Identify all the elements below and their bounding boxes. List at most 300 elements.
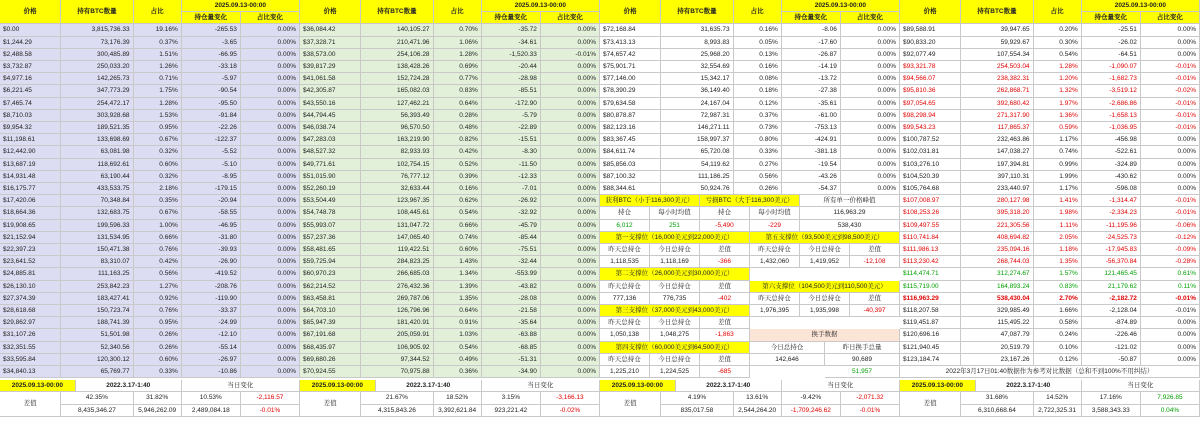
- yesterday-label[interactable]: 昨天总持仓: [600, 281, 650, 293]
- data-cell[interactable]: 0.00%: [241, 329, 300, 341]
- data-cell[interactable]: 0.83%: [434, 85, 482, 97]
- data-cell[interactable]: 32,633.44: [361, 183, 433, 195]
- data-cell[interactable]: -0.01%: [1141, 305, 1200, 317]
- data-cell[interactable]: 347,773.29: [61, 85, 133, 97]
- data-cell[interactable]: -0.01%: [541, 49, 600, 61]
- data-cell[interactable]: 31,635.73: [661, 24, 733, 36]
- data-cell[interactable]: $73,413.13: [600, 37, 661, 49]
- data-cell[interactable]: 158,997.37: [661, 134, 733, 146]
- data-cell[interactable]: $51,015.90: [300, 171, 361, 183]
- header-holding-change[interactable]: 持仓量变化: [482, 12, 541, 24]
- data-cell[interactable]: 0.00%: [241, 61, 300, 73]
- data-cell[interactable]: $70,924.55: [300, 366, 361, 378]
- summary-r1[interactable]: 42.35%: [61, 392, 133, 404]
- data-cell[interactable]: $108,253.26: [900, 207, 961, 219]
- data-cell[interactable]: 0.42%: [434, 146, 482, 158]
- data-cell[interactable]: 0.62%: [434, 195, 482, 207]
- data-cell[interactable]: 0.00%: [241, 134, 300, 146]
- summary-label[interactable]: 差值: [300, 392, 361, 416]
- data-cell[interactable]: -15.51: [482, 134, 541, 146]
- data-cell[interactable]: 2.18%: [134, 183, 182, 195]
- data-cell[interactable]: 233,440.97: [961, 183, 1033, 195]
- data-cell[interactable]: -17.60: [782, 37, 841, 49]
- header-holding[interactable]: 持有BTC数量: [361, 0, 433, 24]
- diff-value[interactable]: -40,397: [850, 305, 900, 317]
- data-cell[interactable]: -1,090.07: [1082, 61, 1141, 73]
- data-cell[interactable]: 163,219.90: [361, 134, 433, 146]
- data-cell[interactable]: 0.54%: [1034, 49, 1082, 61]
- summary-r1[interactable]: 7,926.85: [1141, 392, 1200, 404]
- data-cell[interactable]: 0.00%: [541, 146, 600, 158]
- data-cell[interactable]: $41,061.58: [300, 73, 361, 85]
- data-cell[interactable]: 0.00%: [241, 24, 300, 36]
- data-cell[interactable]: 0.00%: [541, 317, 600, 329]
- data-cell[interactable]: 0.69%: [434, 61, 482, 73]
- data-cell[interactable]: -45.79: [482, 220, 541, 232]
- data-cell[interactable]: -19.54: [782, 159, 841, 171]
- data-cell[interactable]: $72,168.84: [600, 24, 661, 36]
- data-cell[interactable]: -596.08: [1082, 183, 1141, 195]
- trapped-hold[interactable]: -5,490: [700, 220, 750, 232]
- data-cell[interactable]: 1.11%: [1034, 220, 1082, 232]
- data-cell[interactable]: 120,300.12: [61, 354, 133, 366]
- data-cell[interactable]: $123,184.74: [900, 354, 961, 366]
- data-cell[interactable]: 1.28%: [134, 98, 182, 110]
- data-cell[interactable]: 126,796.96: [361, 305, 433, 317]
- data-cell[interactable]: 0.00%: [1141, 329, 1200, 341]
- data-cell[interactable]: 131,047.72: [361, 220, 433, 232]
- data-cell[interactable]: -17,945.83: [1082, 244, 1141, 256]
- diff-label[interactable]: 差值: [700, 317, 750, 329]
- data-cell[interactable]: -90.54: [182, 85, 241, 97]
- summary-label[interactable]: 差值: [600, 392, 661, 416]
- summary-today[interactable]: 当日变化: [1082, 380, 1200, 392]
- data-cell[interactable]: $11,198.61: [0, 134, 61, 146]
- data-cell[interactable]: -0.01%: [1141, 61, 1200, 73]
- summary-r1[interactable]: -2,071.32: [841, 392, 900, 404]
- data-cell[interactable]: 0.00%: [1141, 354, 1200, 366]
- summary-r1[interactable]: -2,116.57: [241, 392, 300, 404]
- data-cell[interactable]: 0.74%: [434, 232, 482, 244]
- data-cell[interactable]: $31,107.26: [0, 329, 61, 341]
- data-cell[interactable]: $6,221.45: [0, 85, 61, 97]
- summary-r1[interactable]: 31.82%: [134, 392, 182, 404]
- yesterday-value[interactable]: 1,225,210: [600, 366, 650, 378]
- data-cell[interactable]: $113,230.42: [900, 256, 961, 268]
- data-cell[interactable]: $2,488.58: [0, 49, 61, 61]
- data-cell[interactable]: -24,525.73: [1082, 232, 1141, 244]
- data-cell[interactable]: 0.00%: [1141, 171, 1200, 183]
- summary-date[interactable]: 2025.09.13-00:00: [0, 380, 76, 392]
- data-cell[interactable]: -22.26: [182, 122, 241, 134]
- data-cell[interactable]: $12,442.90: [0, 146, 61, 158]
- data-cell[interactable]: 0.00%: [541, 329, 600, 341]
- summary-r1[interactable]: 17.16%: [1082, 392, 1141, 404]
- diff-value[interactable]: -366: [700, 256, 750, 268]
- data-cell[interactable]: 0.00%: [841, 183, 900, 195]
- data-cell[interactable]: -56,370.84: [1082, 256, 1141, 268]
- data-cell[interactable]: $103,276.10: [900, 159, 961, 171]
- data-cell[interactable]: 0.00%: [841, 37, 900, 49]
- data-cell[interactable]: 8,993.83: [661, 37, 733, 49]
- data-cell[interactable]: -2,128.04: [1082, 305, 1141, 317]
- data-cell[interactable]: 0.77%: [434, 73, 482, 85]
- data-cell[interactable]: $14,931.48: [0, 171, 61, 183]
- data-cell[interactable]: 0.00%: [241, 342, 300, 354]
- data-cell[interactable]: 0.80%: [734, 134, 782, 146]
- summary-r1[interactable]: 18.52%: [434, 392, 482, 404]
- summary-r2[interactable]: 923,221.42: [482, 405, 541, 417]
- turnover-yest[interactable]: 90,689: [825, 354, 900, 366]
- data-cell[interactable]: 1.41%: [1034, 195, 1082, 207]
- note[interactable]: 2022年3月17日01:40数据作为参考对比数据（总和不到100%不用纠结）: [900, 366, 1200, 378]
- today-value[interactable]: 1,048,275: [650, 329, 700, 341]
- data-cell[interactable]: $116,963.29: [900, 293, 961, 305]
- data-cell[interactable]: 0.00%: [541, 61, 600, 73]
- data-cell[interactable]: $94,566.07: [900, 73, 961, 85]
- data-cell[interactable]: 107,554.34: [961, 49, 1033, 61]
- turnover-diff[interactable]: 51,957: [825, 366, 900, 378]
- data-cell[interactable]: 70,348.84: [61, 195, 133, 207]
- data-cell[interactable]: -122.37: [182, 134, 241, 146]
- data-cell[interactable]: $54,748.78: [300, 207, 361, 219]
- data-cell[interactable]: 253,842.23: [61, 281, 133, 293]
- data-cell[interactable]: 152,724.28: [361, 73, 433, 85]
- diff-value[interactable]: -402: [700, 293, 750, 305]
- data-cell[interactable]: 1.39%: [434, 281, 482, 293]
- data-cell[interactable]: 127,462.21: [361, 98, 433, 110]
- all-high-value[interactable]: 116,963.29: [800, 207, 900, 219]
- data-cell[interactable]: $68,435.97: [300, 342, 361, 354]
- data-cell[interactable]: $90,833.20: [900, 37, 961, 49]
- data-cell[interactable]: 2.70%: [1034, 293, 1082, 305]
- header-date[interactable]: 2025.09.13-00:00: [1082, 0, 1200, 12]
- summary-today[interactable]: 当日变化: [182, 380, 300, 392]
- data-cell[interactable]: 123,967.35: [361, 195, 433, 207]
- support-title[interactable]: 第二支撑位（26,000美元到30,000美元）: [600, 268, 750, 280]
- data-cell[interactable]: $22,397.23: [0, 244, 61, 256]
- data-cell[interactable]: 115,495.22: [961, 317, 1033, 329]
- data-cell[interactable]: -419.52: [182, 268, 241, 280]
- data-cell[interactable]: $28,618.68: [0, 305, 61, 317]
- data-cell[interactable]: -3,519.12: [1082, 85, 1141, 97]
- profit-hour[interactable]: 251: [650, 220, 700, 232]
- today-label[interactable]: 今日总持仓: [650, 281, 700, 293]
- data-cell[interactable]: 0.00%: [241, 207, 300, 219]
- data-cell[interactable]: 76,777.12: [361, 171, 433, 183]
- header-ratio-change[interactable]: 占比变化: [1141, 12, 1200, 24]
- data-cell[interactable]: -0.09%: [1141, 244, 1200, 256]
- data-cell[interactable]: 73,176.39: [61, 37, 133, 49]
- summary-today[interactable]: 当日变化: [782, 380, 900, 392]
- data-cell[interactable]: 54,119.62: [661, 159, 733, 171]
- data-cell[interactable]: 254,503.04: [961, 61, 1033, 73]
- data-cell[interactable]: $88,344.61: [600, 183, 661, 195]
- data-cell[interactable]: 0.95%: [134, 317, 182, 329]
- trapped-label[interactable]: 亏损BTC（大于116,300美元）: [700, 195, 800, 207]
- data-cell[interactable]: -28.98: [482, 73, 541, 85]
- data-cell[interactable]: 70,975.88: [361, 366, 433, 378]
- data-cell[interactable]: 0.00%: [1141, 49, 1200, 61]
- data-cell[interactable]: 0.00%: [841, 146, 900, 158]
- diff-value[interactable]: -685: [700, 366, 750, 378]
- data-cell[interactable]: 0.00%: [841, 85, 900, 97]
- data-cell[interactable]: -0.01%: [1141, 122, 1200, 134]
- data-cell[interactable]: 1.32%: [1034, 85, 1082, 97]
- data-cell[interactable]: 1.06%: [434, 37, 482, 49]
- data-cell[interactable]: 0.00%: [241, 98, 300, 110]
- data-cell[interactable]: $57,237.36: [300, 232, 361, 244]
- data-cell[interactable]: 133,698.69: [61, 134, 133, 146]
- data-cell[interactable]: 0.11%: [1141, 281, 1200, 293]
- data-cell[interactable]: 1.17%: [1034, 134, 1082, 146]
- data-cell[interactable]: 0.00%: [241, 183, 300, 195]
- data-cell[interactable]: 235,094.16: [961, 244, 1033, 256]
- yest-turnover-label[interactable]: 昨日换手总量: [825, 342, 900, 354]
- data-cell[interactable]: 1.98%: [1034, 207, 1082, 219]
- data-cell[interactable]: 1.17%: [1034, 183, 1082, 195]
- diff-value[interactable]: -1,863: [700, 329, 750, 341]
- data-cell[interactable]: -2,686.86: [1082, 98, 1141, 110]
- data-cell[interactable]: -5.52: [182, 146, 241, 158]
- data-cell[interactable]: $64,703.10: [300, 305, 361, 317]
- data-cell[interactable]: -1,658.13: [1082, 110, 1141, 122]
- data-cell[interactable]: 51,501.98: [61, 329, 133, 341]
- data-cell[interactable]: $29,862.97: [0, 317, 61, 329]
- data-cell[interactable]: -265.53: [182, 24, 241, 36]
- data-cell[interactable]: $1,244.29: [0, 37, 61, 49]
- hold-label[interactable]: 持仓: [600, 207, 650, 219]
- data-cell[interactable]: 0.00%: [241, 146, 300, 158]
- data-cell[interactable]: $21,152.94: [0, 232, 61, 244]
- turnover-today[interactable]: 142,646: [750, 354, 825, 366]
- data-cell[interactable]: 1.03%: [434, 329, 482, 341]
- data-cell[interactable]: 150,471.38: [61, 244, 133, 256]
- data-cell[interactable]: 0.00%: [541, 354, 600, 366]
- data-cell[interactable]: $93,321.78: [900, 61, 961, 73]
- data-cell[interactable]: 0.48%: [434, 122, 482, 134]
- data-cell[interactable]: $58,481.65: [300, 244, 361, 256]
- data-cell[interactable]: 0.64%: [434, 98, 482, 110]
- data-cell[interactable]: $92,077.49: [900, 49, 961, 61]
- data-cell[interactable]: -208.76: [182, 281, 241, 293]
- data-cell[interactable]: 2.05%: [1034, 232, 1082, 244]
- data-cell[interactable]: $3,732.87: [0, 61, 61, 73]
- data-cell[interactable]: 0.00%: [541, 134, 600, 146]
- summary-r1[interactable]: 14.52%: [1034, 392, 1082, 404]
- data-cell[interactable]: -179.15: [182, 183, 241, 195]
- data-cell[interactable]: -0.01%: [1141, 195, 1200, 207]
- summary-label[interactable]: 差值: [900, 392, 961, 416]
- summary-r2[interactable]: -1,709,246.62: [782, 405, 841, 417]
- data-cell[interactable]: 0.00%: [541, 305, 600, 317]
- data-cell[interactable]: 0.67%: [134, 134, 182, 146]
- data-cell[interactable]: 0.26%: [134, 329, 182, 341]
- data-cell[interactable]: 0.56%: [734, 171, 782, 183]
- profit-label[interactable]: 获利BTC（小于116,300美元）: [600, 195, 700, 207]
- data-cell[interactable]: $102,031.81: [900, 146, 961, 158]
- data-cell[interactable]: $13,687.19: [0, 159, 61, 171]
- data-cell[interactable]: $82,123.16: [600, 122, 661, 134]
- data-cell[interactable]: $19,908.65: [0, 220, 61, 232]
- yesterday-value[interactable]: 777,136: [600, 293, 650, 305]
- data-cell[interactable]: 0.35%: [134, 195, 182, 207]
- data-cell[interactable]: 0.76%: [134, 244, 182, 256]
- today-total-label[interactable]: 今日总持仓: [750, 342, 825, 354]
- data-cell[interactable]: -95.50: [182, 98, 241, 110]
- data-cell[interactable]: $109,497.55: [900, 220, 961, 232]
- data-cell[interactable]: 0.00%: [541, 85, 600, 97]
- summary-since[interactable]: 2022.3.17-1:40: [676, 380, 782, 392]
- summary-r2[interactable]: 2,722,325.31: [1034, 405, 1082, 417]
- data-cell[interactable]: 1.51%: [134, 49, 182, 61]
- summary-r1[interactable]: 13.61%: [734, 392, 782, 404]
- data-cell[interactable]: $87,100.32: [600, 171, 661, 183]
- data-cell[interactable]: 276,432.36: [361, 281, 433, 293]
- data-cell[interactable]: $44,794.45: [300, 110, 361, 122]
- data-cell[interactable]: 0.26%: [734, 183, 782, 195]
- data-cell[interactable]: -5.10: [182, 159, 241, 171]
- data-cell[interactable]: -226.46: [1082, 329, 1141, 341]
- data-cell[interactable]: $60,970.23: [300, 268, 361, 280]
- data-cell[interactable]: 254,106.28: [361, 49, 433, 61]
- today-label[interactable]: 今日总持仓: [650, 354, 700, 366]
- profit-hold[interactable]: 6,012: [600, 220, 650, 232]
- data-cell[interactable]: 280,127.98: [961, 195, 1033, 207]
- data-cell[interactable]: -0.01%: [1141, 293, 1200, 305]
- data-cell[interactable]: -0.01%: [1141, 73, 1200, 85]
- summary-r2[interactable]: 4,315,843.26: [361, 405, 433, 417]
- data-cell[interactable]: 0.00%: [1141, 183, 1200, 195]
- data-cell[interactable]: 1.57%: [1034, 268, 1082, 280]
- header-date[interactable]: 2025.09.13-00:00: [482, 0, 600, 12]
- today-value[interactable]: 1,224,525: [650, 366, 700, 378]
- data-cell[interactable]: -34.61: [482, 37, 541, 49]
- summary-today[interactable]: 当日变化: [482, 380, 600, 392]
- summary-r2[interactable]: -0.01%: [241, 405, 300, 417]
- data-cell[interactable]: $4,977.16: [0, 73, 61, 85]
- data-cell[interactable]: $78,390.29: [600, 85, 661, 97]
- yesterday-label[interactable]: 昨天总持仓: [600, 244, 650, 256]
- data-cell[interactable]: 0.37%: [734, 110, 782, 122]
- data-cell[interactable]: 329,985.49: [961, 305, 1033, 317]
- data-cell[interactable]: 0.00%: [541, 110, 600, 122]
- data-cell[interactable]: 19.16%: [134, 24, 182, 36]
- data-cell[interactable]: 0.66%: [134, 232, 182, 244]
- yesterday-label[interactable]: 昨天总持仓: [750, 244, 800, 256]
- data-cell[interactable]: 20,519.79: [961, 342, 1033, 354]
- data-cell[interactable]: $59,725.94: [300, 256, 361, 268]
- data-cell[interactable]: 1.28%: [1034, 61, 1082, 73]
- data-cell[interactable]: $39,817.29: [300, 61, 361, 73]
- data-cell[interactable]: -1,314.47: [1082, 195, 1141, 207]
- data-cell[interactable]: 1.66%: [1034, 305, 1082, 317]
- data-cell[interactable]: -43.82: [482, 281, 541, 293]
- data-cell[interactable]: 0.00%: [541, 256, 600, 268]
- data-cell[interactable]: -54.37: [782, 183, 841, 195]
- data-cell[interactable]: $52,260.19: [300, 183, 361, 195]
- data-cell[interactable]: 0.00%: [541, 244, 600, 256]
- today-label[interactable]: 今日总持仓: [800, 293, 850, 305]
- data-cell[interactable]: -381.18: [782, 146, 841, 158]
- data-cell[interactable]: $26,130.10: [0, 281, 61, 293]
- data-cell[interactable]: 0.00%: [541, 171, 600, 183]
- data-cell[interactable]: 47,087.79: [961, 329, 1033, 341]
- data-cell[interactable]: 0.00%: [1141, 24, 1200, 36]
- data-cell[interactable]: 0.30%: [1034, 37, 1082, 49]
- data-cell[interactable]: -26.90: [182, 256, 241, 268]
- data-cell[interactable]: 0.00%: [241, 73, 300, 85]
- data-cell[interactable]: 0.00%: [541, 293, 600, 305]
- data-cell[interactable]: $36,084.42: [300, 24, 361, 36]
- data-cell[interactable]: 181,420.91: [361, 317, 433, 329]
- data-cell[interactable]: $16,175.77: [0, 183, 61, 195]
- data-cell[interactable]: $69,680.26: [300, 354, 361, 366]
- header-ratio-change[interactable]: 占比变化: [841, 12, 900, 24]
- yesterday-value[interactable]: 1,118,535: [600, 256, 650, 268]
- data-cell[interactable]: 0.00%: [541, 24, 600, 36]
- summary-r1[interactable]: 10.53%: [182, 392, 241, 404]
- data-cell[interactable]: -20.94: [182, 195, 241, 207]
- summary-r2[interactable]: 0.04%: [1141, 405, 1200, 417]
- data-cell[interactable]: $34,840.13: [0, 366, 61, 378]
- data-cell[interactable]: -51.31: [482, 354, 541, 366]
- data-cell[interactable]: 0.73%: [734, 122, 782, 134]
- data-cell[interactable]: $24,885.81: [0, 268, 61, 280]
- data-cell[interactable]: -8.06: [782, 24, 841, 36]
- data-cell[interactable]: 106,905.92: [361, 342, 433, 354]
- data-cell[interactable]: 117,865.37: [961, 122, 1033, 134]
- header-holding-change[interactable]: 持仓量变化: [1082, 12, 1141, 24]
- data-cell[interactable]: 0.00%: [241, 281, 300, 293]
- data-cell[interactable]: -91.84: [182, 110, 241, 122]
- data-cell[interactable]: 0.10%: [1034, 342, 1082, 354]
- data-cell[interactable]: 0.16%: [434, 183, 482, 195]
- data-cell[interactable]: -27.38: [782, 85, 841, 97]
- data-cell[interactable]: 0.92%: [134, 293, 182, 305]
- data-cell[interactable]: 0.56%: [134, 268, 182, 280]
- data-cell[interactable]: 0.00%: [841, 110, 900, 122]
- data-cell[interactable]: 97,344.52: [361, 354, 433, 366]
- support-title[interactable]: 第一支撑位（16,000美元到22,000美元）: [600, 232, 750, 244]
- data-cell[interactable]: -32.92: [482, 207, 541, 219]
- data-cell[interactable]: 82,933.93: [361, 146, 433, 158]
- data-cell[interactable]: 0.32%: [134, 171, 182, 183]
- data-cell[interactable]: 0.00%: [841, 171, 900, 183]
- data-cell[interactable]: 21,179.62: [1082, 281, 1141, 293]
- header-ratio[interactable]: 占比: [734, 0, 782, 24]
- data-cell[interactable]: -85.44: [482, 232, 541, 244]
- data-cell[interactable]: 254,472.17: [61, 98, 133, 110]
- summary-r1[interactable]: 31.68%: [961, 392, 1033, 404]
- data-cell[interactable]: 0.00%: [1141, 342, 1200, 354]
- data-cell[interactable]: 0.00%: [841, 159, 900, 171]
- data-cell[interactable]: 268,744.03: [961, 256, 1033, 268]
- data-cell[interactable]: 408,694.82: [961, 232, 1033, 244]
- diff-label[interactable]: 差值: [700, 244, 750, 256]
- support-title[interactable]: 第三支撑位（37,000美元到43,000美元）: [600, 305, 750, 317]
- yesterday-label[interactable]: 昨天总持仓: [600, 354, 650, 366]
- data-cell[interactable]: $99,543.23: [900, 122, 961, 134]
- data-cell[interactable]: -753.13: [782, 122, 841, 134]
- data-cell[interactable]: 1.97%: [1034, 98, 1082, 110]
- diff-label[interactable]: 差值: [700, 281, 750, 293]
- header-price[interactable]: 价格: [900, 0, 961, 24]
- diff-label[interactable]: 差值: [850, 244, 900, 256]
- data-cell[interactable]: 65,769.77: [61, 366, 133, 378]
- data-cell[interactable]: 0.95%: [134, 122, 182, 134]
- header-price[interactable]: 价格: [600, 0, 661, 24]
